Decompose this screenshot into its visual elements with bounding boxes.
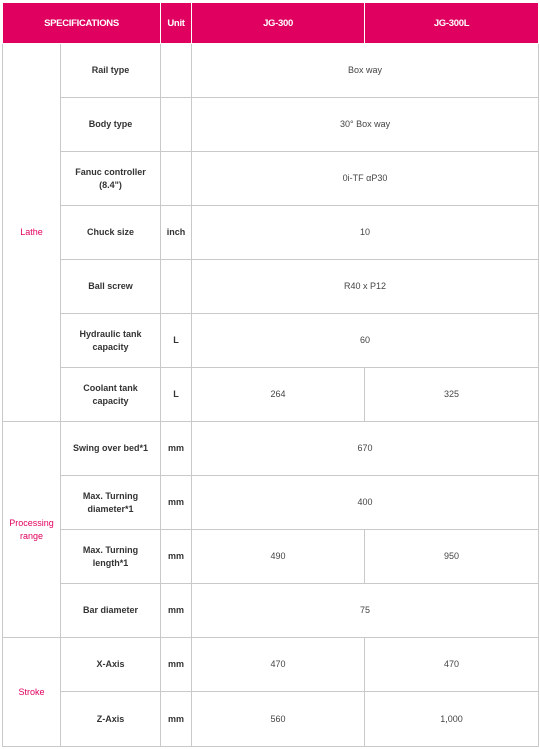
row-value-jg-300l: 950 [365,530,539,584]
group-label-lathe: Lathe [3,44,61,422]
header-model-jg-300l: JG-300L [365,3,539,44]
table-row [3,98,539,152]
row-unit: mm [161,584,192,638]
row-item-label: Rail type [61,44,161,98]
specifications-table [2,2,539,747]
row-unit: L [161,314,192,368]
row-value: 30° Box way [192,98,539,152]
table-row [3,368,539,422]
row-value: 60 [192,314,539,368]
row-unit [161,152,192,206]
row-value: Box way [192,44,539,98]
table-row [3,314,539,368]
row-item-label: Z-Axis [61,692,161,747]
row-unit: mm [161,638,192,692]
row-value-jg-300l: 1,000 [365,692,539,747]
row-value-jg-300: 490 [192,530,365,584]
row-item-label: Max. Turning length*1 [61,530,161,584]
header-specifications: SPECIFICATIONS [3,3,161,44]
row-value-jg-300: 560 [192,692,365,747]
header-unit: Unit [161,3,192,44]
row-item-label: Ball screw [61,260,161,314]
group-label-processing-range: Processing range [3,422,61,638]
row-value: 670 [192,422,539,476]
table-row [3,692,539,747]
row-unit: mm [161,422,192,476]
row-value: 0i-TF αP30 [192,152,539,206]
table-row [3,530,539,584]
row-item-label: X-Axis [61,638,161,692]
row-unit: L [161,368,192,422]
row-item-label: Fanuc controller (8.4") [61,152,161,206]
row-unit [161,44,192,98]
row-item-label: Swing over bed*1 [61,422,161,476]
row-value-jg-300: 470 [192,638,365,692]
row-value: 400 [192,476,539,530]
row-item-label: Hydraulic tank capacity [61,314,161,368]
row-value: 75 [192,584,539,638]
table-row [3,44,539,98]
row-value-jg-300l: 470 [365,638,539,692]
row-item-label: Max. Turning diameter*1 [61,476,161,530]
row-item-label: Coolant tank capacity [61,368,161,422]
group-label-stroke: Stroke [3,638,61,747]
table-row [3,638,539,692]
header-model-jg-300: JG-300 [192,3,365,44]
row-value-jg-300l: 325 [365,368,539,422]
table-row [3,422,539,476]
row-item-label: Bar diameter [61,584,161,638]
row-unit: inch [161,206,192,260]
table-row [3,206,539,260]
table-row [3,260,539,314]
row-value-jg-300: 264 [192,368,365,422]
row-unit: mm [161,692,192,747]
table-header-row [3,3,539,44]
row-item-label: Chuck size [61,206,161,260]
row-unit: mm [161,476,192,530]
row-value: 10 [192,206,539,260]
row-unit: mm [161,530,192,584]
row-unit [161,260,192,314]
row-item-label: Body type [61,98,161,152]
table-row [3,152,539,206]
table-row [3,476,539,530]
table-row [3,584,539,638]
row-unit [161,98,192,152]
row-value: R40 x P12 [192,260,539,314]
